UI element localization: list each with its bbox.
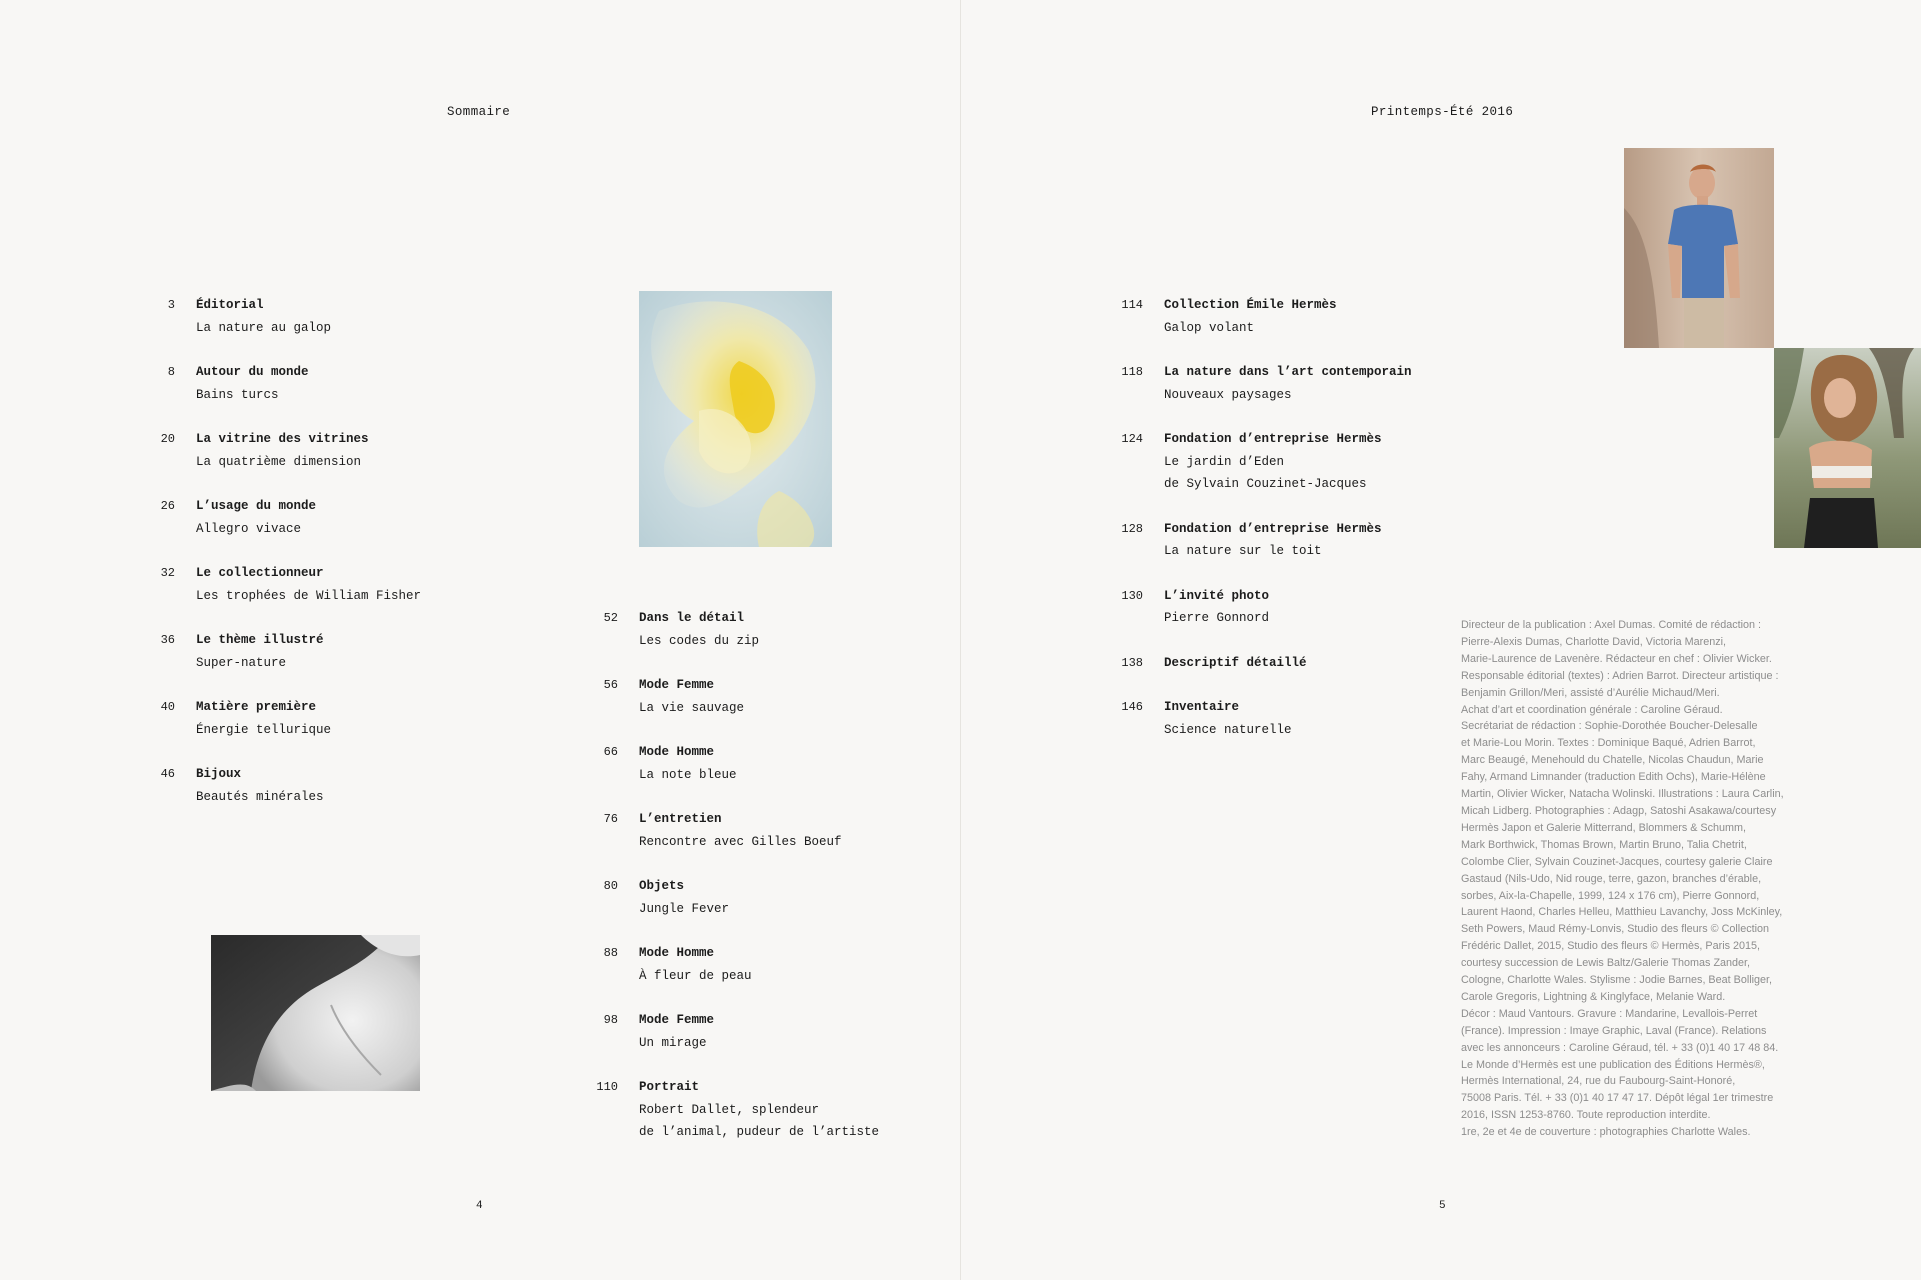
credits-line: Pierre-Alexis Dumas, Charlotte David, Victoria Marenzi, <box>1461 635 1727 648</box>
toc-page-number: 146 <box>1121 700 1143 714</box>
toc-title: Inventaire <box>1164 700 1240 714</box>
man-blue-shirt-photo <box>1624 148 1774 348</box>
toc-title: L’entretien <box>639 812 722 826</box>
credits-line: Marie-Laurence de Lavenère. Rédacteur en chef : Olivier Wicker. <box>1461 652 1772 665</box>
toc-page-number: 52 <box>603 611 618 625</box>
toc-title: Éditorial <box>196 298 264 312</box>
credits-line: Laurent Haond, Charles Helleu, Matthieu Lavanchy, Joss McKinley, <box>1461 906 1783 919</box>
toc-subtitle: Bains turcs <box>196 387 279 402</box>
toc-page-number: 124 <box>1121 432 1143 446</box>
credits-line: 75008 Paris. Tél. + 33 (0)1 40 17 47 17. Dépôt légal 1er trimestre <box>1461 1092 1774 1105</box>
credits-block <box>1461 617 1831 1141</box>
toc-page-number: 36 <box>160 633 175 647</box>
toc-subtitle: La note bleue <box>639 767 737 782</box>
toc-subtitle: Beautés minérales <box>196 789 324 804</box>
right-page <box>961 0 1921 1280</box>
toc-page-number: 26 <box>160 499 175 513</box>
credits-line: courtesy succession de Lewis Baltz/Galerie Thomas Zander, <box>1461 957 1751 970</box>
toc-page-number: 110 <box>596 1080 618 1094</box>
toc-title: La nature dans l’art contemporain <box>1164 365 1412 379</box>
credits-line: Décor : Maud Vantours. Gravure : Mandarine, Levallois-Perret <box>1461 1007 1758 1020</box>
toc-subtitle-line-2: de Sylvain Couzinet-Jacques <box>1164 477 1367 491</box>
toc-subtitle: Nouveaux paysages <box>1164 387 1292 402</box>
toc-subtitle-line-2: de l’animal, pudeur de l’artiste <box>639 1125 880 1139</box>
credits-line: Le Monde d’Hermès est une publication des Éditions Hermès®, <box>1461 1058 1765 1071</box>
yellow-flower-photo <box>639 291 832 547</box>
credits-line: Frédéric Dallet, 2015, Studio des fleurs © Hermès, Paris 2015, <box>1461 940 1761 953</box>
toc-page-number: 130 <box>1121 588 1143 603</box>
toc-page-number: 40 <box>160 700 175 714</box>
credits-line: Mark Borthwick, Thomas Brown, Martin Bruno, Talia Chetrit, <box>1461 838 1747 851</box>
toc-page-number: 76 <box>603 812 618 826</box>
credits-line: Martin, Olivier Wicker, Natacha Wolinski. Illustrations : Laura Carlin, <box>1461 788 1784 801</box>
toc-title: Mode Homme <box>639 745 715 759</box>
credits-line: (France). Impression : Imaye Graphic, Laval (France). Relations <box>1461 1024 1767 1037</box>
toc-title: Fondation d’entreprise Hermès <box>1164 521 1382 536</box>
toc-title: Descriptif détaillé <box>1164 655 1307 670</box>
folio-right: 5 <box>1439 1200 1446 1212</box>
toc-title: Mode Femme <box>639 1013 715 1027</box>
toc-subtitle: La nature sur le toit <box>1164 544 1322 558</box>
toc-title: Objets <box>639 879 685 893</box>
credits-line: 1re, 2e et 4e de couverture : photographies Charlotte Wales. <box>1461 1126 1751 1139</box>
toc-page-number: 32 <box>160 566 175 580</box>
running-head-left: Sommaire <box>447 105 511 119</box>
toc-page-number: 98 <box>603 1013 618 1027</box>
toc-title: La vitrine des vitrines <box>196 432 369 446</box>
toc-subtitle: Énergie tellurique <box>196 722 332 737</box>
toc-title: Portrait <box>639 1080 700 1094</box>
toc-subtitle: Rencontre avec Gilles Boeuf <box>639 834 842 849</box>
toc-page-number: 8 <box>167 365 175 379</box>
toc-subtitle: La vie sauvage <box>639 700 745 715</box>
toc-title: L’usage du monde <box>196 499 317 513</box>
toc-page-number: 114 <box>1121 298 1143 312</box>
toc-title: Fondation d’entreprise Hermès <box>1164 432 1382 446</box>
toc-page-number: 138 <box>1121 655 1143 670</box>
toc-page-number: 46 <box>160 767 175 781</box>
toc-title: Le thème illustré <box>196 633 324 647</box>
credits-line: Carole Gregoris, Lightning & Kinglyface, Melanie Ward. <box>1461 990 1726 1003</box>
toc-title: Mode Femme <box>639 678 715 692</box>
credits-line: Secrétariat de rédaction : Sophie-Dorothée Boucher-Delesalle <box>1461 720 1758 733</box>
credits-line: Gastaud (Nils-Udo, Nid rouge, terre, gazon, branches d’érable, <box>1461 872 1762 885</box>
credits-line: Marc Beaugé, Menehould du Chatelle, Nicolas Chaudun, Marie <box>1461 754 1764 767</box>
credits-line: Cologne, Charlotte Wales. Stylisme : Jodie Barnes, Beat Bolliger, <box>1461 974 1773 987</box>
toc-title: Bijoux <box>196 767 242 781</box>
credits-line: Responsable éditorial (textes) : Adrien Barrot. Directeur artistique : <box>1461 669 1779 682</box>
toc-subtitle: La quatrième dimension <box>196 454 362 469</box>
toc-subtitle: À fleur de peau <box>639 968 752 983</box>
toc-page-number: 128 <box>1121 521 1143 536</box>
toc-subtitle: Le jardin d’Eden <box>1164 454 1285 469</box>
toc-subtitle: Super-nature <box>196 655 287 670</box>
toc-title: L’invité photo <box>1164 588 1270 603</box>
toc-subtitle: Pierre Gonnord <box>1164 611 1270 625</box>
toc-title: Matière première <box>196 700 317 714</box>
toc-subtitle: Les codes du zip <box>639 633 760 648</box>
credits-line: Seth Powers, Maud Rémy-Lonvis, Studio des fleurs © Collection <box>1461 923 1770 936</box>
toc-subtitle: Science naturelle <box>1164 722 1292 737</box>
credits-line: Directeur de la publication : Axel Dumas. Comité de rédaction : <box>1461 619 1762 631</box>
toc-page-number: 80 <box>603 879 618 893</box>
toc-subtitle: Galop volant <box>1164 320 1255 335</box>
toc-page-number: 66 <box>603 745 618 759</box>
credits-line: Achat d’art et coordination générale : Caroline Géraud. <box>1461 703 1723 716</box>
toc-subtitle: La nature au galop <box>196 320 332 335</box>
toc-title: Mode Homme <box>639 946 715 960</box>
credits-line: Hermès International, 24, rue du Faubourg-Saint-Honoré, <box>1461 1075 1736 1088</box>
credits-line: avec les annonceurs : Caroline Géraud, tél. + 33 (0)1 40 17 48 84. <box>1461 1041 1779 1054</box>
credits-line: Hermès Japon et Galerie Mitterrand, Blommers & Schumm, <box>1461 821 1747 834</box>
woman-outdoor-photo <box>1774 348 1921 548</box>
toc-subtitle: Allegro vivace <box>196 521 302 536</box>
credits-line: Micah Lidberg. Photographies : Adagp, Satoshi Asakawa/courtesy <box>1461 804 1777 817</box>
credits-line: 2016, ISSN 1253-8760. Toute reproduction interdite. <box>1461 1109 1711 1122</box>
left-page <box>0 0 960 1280</box>
toc-subtitle: Robert Dallet, splendeur <box>639 1102 820 1117</box>
credits-line: et Marie-Lou Morin. Textes : Dominique Baqué, Adrien Barrot, <box>1461 737 1756 750</box>
toc-page-number: 20 <box>160 432 175 446</box>
toc-subtitle: Un mirage <box>639 1035 707 1050</box>
toc-title: Le collectionneur <box>196 566 324 580</box>
credits-line: Benjamin Grillon/Meri, assisté d’Aurélie Michaud/Meri. <box>1461 686 1720 699</box>
toc-page-number: 3 <box>167 298 175 312</box>
folio-left: 4 <box>476 1200 483 1212</box>
credits-line: sorbes, Aix-la-Chapelle, 1999, 124 x 176 cm), Pierre Gonnord, <box>1461 889 1760 902</box>
toc-subtitle: Les trophées de William Fisher <box>196 588 422 603</box>
toc-page-number: 118 <box>1121 365 1143 379</box>
toc-subtitle: Jungle Fever <box>639 901 730 916</box>
running-head-right: Printemps-Été 2016 <box>1371 105 1514 119</box>
credits-line: Fahy, Armand Limnander (traduction Edith Ochs), Marie-Hélène <box>1461 771 1766 784</box>
toc-page-number: 88 <box>603 946 618 960</box>
marble-sculpture-photo <box>211 935 420 1091</box>
toc-title: Autour du monde <box>196 365 309 379</box>
toc-title: Dans le détail <box>639 611 745 625</box>
credits-line: Colombe Clier, Sylvain Couzinet-Jacques, courtesy galerie Claire <box>1461 855 1773 868</box>
toc-page-number: 56 <box>603 678 618 692</box>
toc-title: Collection Émile Hermès <box>1164 298 1337 312</box>
